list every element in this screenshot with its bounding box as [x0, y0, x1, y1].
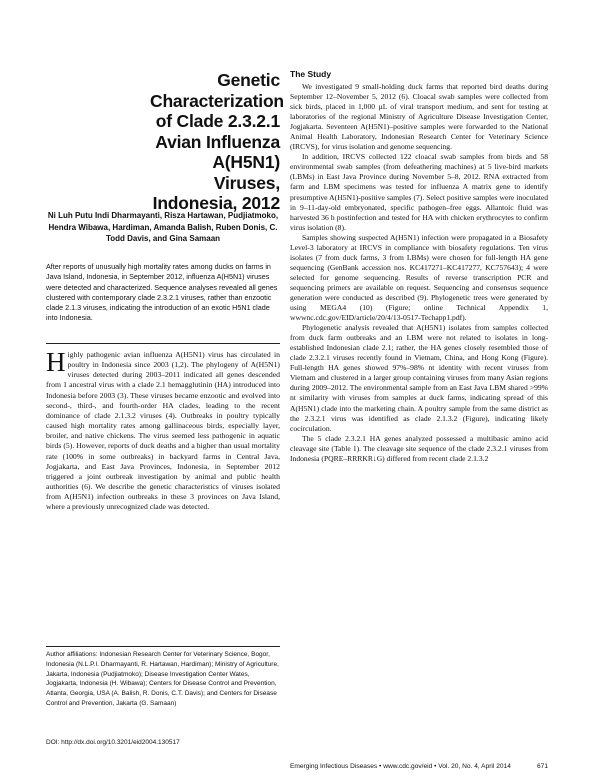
section-heading-study: The Study [290, 69, 332, 79]
study-paragraph: In addition, IRCVS collected 122 cloacal swab samples from birds and 58 environmental swab samples (from defeathering machines) at 5 live-bird markets (LBMs) in East Java Province during November 5–8, 2012. RNA extracted from farm and LBM specimens was tested for influenza A matrix gene to identify presumptive A(H5N1)-positive samples (7). Select positive samples were inoculated in 9–11-day-old embryonated, specific pathogen–free eggs. Allantoic fluid was harvested 36 h postinfection and tested for HA with chicken erythrocytes to confirm virus isolation (8). [290, 152, 548, 232]
drop-cap: H [46, 347, 66, 377]
study-paragraph: Samples showing suspected A(H5N1) infection were propagated in a Biosafety Level-3 laboratory at IRCVS in compliance with biosafety regulations. Ten virus isolates (7 from duck farms, 3 from LBMs) were chosen for full-length HA gene sequencing (GenBank accession nos. KC417271–KC417277, KC757643); 4 were selected for genome sequencing. Results of reverse transcription PCR and sequencing primers are available on request. Sequencing and consensus sequence generation were conducted as described (9). Phylogenetic trees were generated by using MEGA4 (10) (Figure; online Technical Appendix 1, wwwnc.cdc.gov/EID/article/20/4/13-0517-Techapp1.pdf). [290, 232, 548, 323]
study-section-body [290, 82, 548, 464]
introduction [46, 347, 280, 513]
doi-link[interactable]: DOI: http://dx.doi.org/10.3201/eid2004.130517 [46, 739, 180, 746]
author-affiliations: Author affiliations: Indonesian Research Center for Veterinary Science, Bogor, Indonesia (N.L.P.I. Dharmayanti, R. Hartawan, Hardiman); Ministry of Agriculture, Jakarta, Indonesia (Pudjiatmoko); Disease Investigation Center Wates, Jogjakarta, Indonesia (H. Wibawa); Centers for Disease Control and Prevention, Atlanta, Georgia, USA (A. Balish, R. Donis, C.T. Davis); and Centers for Disease Control and Prevention, Jakarta (G. Samaan) [46, 651, 279, 707]
study-paragraph: The 5 clade 2.3.2.1 HA genes analyzed possessed a multibasic amino acid cleavage site (Table 1). The cleavage site sequence of the clade 2.3.2.1 viruses from Indonesia (PQRE–RRRKR↓G) differed from recent clade 2.1.3.2 [290, 433, 548, 463]
article-title: Genetic Characterization of Clade 2.3.2.1 Avian Influenza A(H5N1) Viruses, Indonesia, 2012 [150, 70, 284, 213]
page-number: 671 [536, 763, 548, 770]
author-list: Ni Luh Putu Indi Dharmayanti, Risza Hartawan, Pudjiatmoko, Hendra Wibawa, Hardiman, Amanda Balish, Ruben Donis, C. Todd Davis, and Gina Samaan [47, 211, 279, 243]
abstract: After reports of unusually high mortality rates among ducks on farms in Java Island, Indonesia, in September 2012, influenza A(H5N1) viruses were detected and characterized. Sequence analyses revealed all genes clustered with contemporary clade 2.3.2.1 viruses, rather than enzootic clade 2.1.3 viruses, indicating the introduction of an exotic H5N1 clade into Indonesia. [46, 262, 278, 323]
intro-body: ighly pathogenic avian influenza A(H5N1) virus has circulated in poultry in Indonesia since 2003 (1,2). The phylogeny of A(H5N1) viruses detected during 2003–2011 indicated all genes descended from 1 ancestral virus with a clade 2.1 hemagglutinin (HA) introduced into Indonesia before 2003 (3). These viruses became enzootic and evolved into second-, third-, and fourth-order HA clades, leading to the recent dominance of clade 2.1.3.2 viruses (4). Outbreaks in poultry typically caused high mortality rates among gallinaceous birds, especially layer, broiler, and native chickens. The virus seemed less pathogenic in aquatic birds (5). However, reports of duck deaths and a higher than usual mortality rate (100% in some outbreaks) in backyard farms in Central Java, Jogjakarta, and East Java Provinces, Indonesia, in September 2012 triggered a joint outbreak investigation by animal and public health authorities (6). We describe the genetic characteristics of viruses isolated from A(H5N1) infection outbreaks in these 3 provinces on Java Island, where a previously unrecognized clade was detected. [46, 350, 280, 512]
study-paragraph: Phylogenetic analysis revealed that A(H5N1) isolates from samples collected from duck farm outbreaks and an LBM were not related to isolates in long-established Indonesian clade 2.1; rather, the HA genes closely resembled those of clade 2.3.2.1 viruses recently found in Vietnam, China, and Hong Kong (Figure). Full-length HA genes showed 97%–98% nt identity with recent viruses from Vietnam and clustered in a larger group containing viruses from many Asian regions during 2009–2012. The environmental sample from an East Java LBM shared >99% nt similarity with viruses from samples at duck farms, indicating spread of this A(H5N1) clade into the marketing chain. A poultry sample from the same district as the 2.3.2.1 virus was identified as clade 2.1.3.2 (Figure), indicating likely cocirculation. [290, 323, 548, 433]
study-paragraph: We investigated 9 small-holding duck farms that reported bird deaths during September 12–November 5, 2012 (6). Cloacal swab samples were collected from sick birds, placed in 1,000 µL of viral transport medium, and sent for testing at laboratories of the regional Ministry of Agriculture Disease Investigation Center, Jogjakarta. Seventeen A(H5N1)–positive samples were forwarded to the National Animal Health Laboratory, Indonesian Research Center for Veterinary Science (IRCVS), for virus isolation and genome sequencing. [290, 82, 548, 152]
footer-journal-info: Emerging Infectious Diseases • www.cdc.gov/eid • Vol. 20, No. 4, April 2014 [290, 763, 511, 770]
abstract-divider [46, 343, 280, 344]
affiliation-divider [46, 646, 280, 647]
